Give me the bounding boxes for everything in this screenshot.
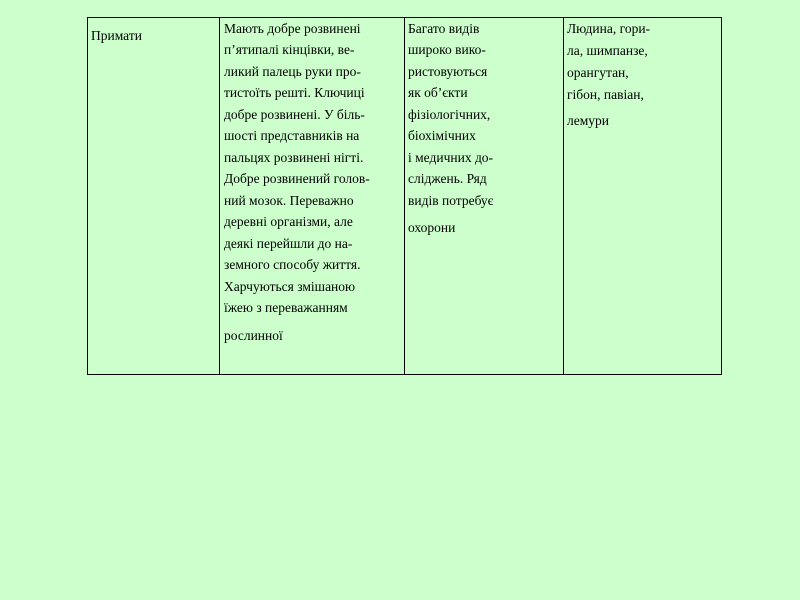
significance-line: охорони (408, 220, 456, 235)
significance-line: біохімічних (408, 128, 476, 143)
examples-line: ла, шимпанзе, (567, 43, 648, 58)
characteristics-line: ний мозок. Переважно (224, 193, 354, 208)
characteristics-line: деревні організми, але (224, 214, 353, 229)
primates-table (87, 17, 722, 375)
examples-line: лемури (567, 113, 609, 128)
characteristics-line: їжею з переважанням (224, 300, 348, 315)
characteristics-line: тистоїть решті. Ключиці (224, 85, 365, 100)
characteristics-line: Харчуються змішаною (224, 279, 356, 294)
characteristics-line: Добре розвинений голов- (224, 171, 370, 186)
group-name: Примати (91, 28, 142, 43)
characteristics-line: рослинної (224, 328, 283, 343)
significance-line: як об’єкти (408, 85, 468, 100)
characteristics-line: земного способу життя. (224, 257, 361, 272)
significance-line: сліджень. Ряд (408, 171, 487, 186)
significance-cell (405, 18, 564, 375)
significance-line: широко вико- (408, 42, 486, 57)
examples-line: Людина, гори- (567, 21, 651, 36)
characteristics-line: пальцях розвинені нігті. (224, 150, 364, 165)
significance-line: Багато видів (408, 21, 480, 36)
characteristics-line: деякі перейшли до на- (224, 236, 353, 251)
examples-cell (564, 18, 722, 375)
characteristics-line: п’ятипалі кінцівки, ве- (224, 42, 355, 57)
examples-line: гібон, павіан, (567, 87, 644, 102)
group-name-cell (88, 18, 220, 375)
significance-line: і медичних до- (408, 150, 494, 165)
significance-line: видів потребує (408, 193, 494, 208)
characteristics-line: ликий палець руки про- (224, 64, 361, 79)
characteristics-line: Мають добре розвинені (224, 21, 361, 36)
characteristics-line: шості представників на (224, 128, 360, 143)
significance-line: фізіологічних, (408, 107, 491, 122)
characteristics-cell (220, 18, 405, 375)
characteristics-line: добре розвинені. У біль- (224, 107, 365, 122)
significance-line: ристовуються (408, 64, 488, 79)
table-row (88, 18, 722, 375)
examples-line: орангутан, (567, 65, 629, 80)
